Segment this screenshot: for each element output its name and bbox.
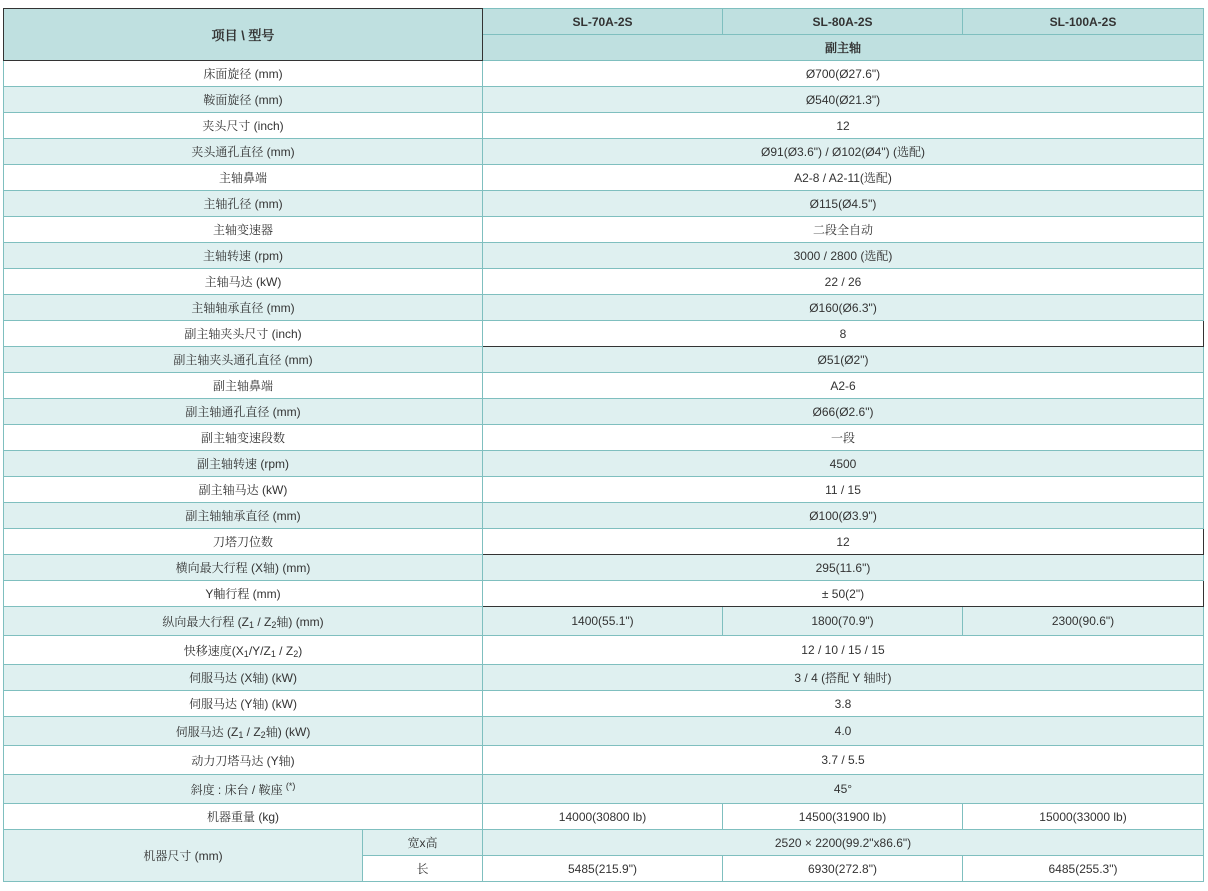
- table-row: [4, 399, 1204, 425]
- table-row: [4, 425, 1204, 451]
- table-row-slope: [4, 775, 1204, 804]
- row-label: 副主轴轴承直径 (mm): [4, 503, 483, 529]
- row-label: 伺服马达 ($Z_1 / Z_2$轴) (kW): [4, 717, 483, 746]
- table-row: [4, 347, 1204, 373]
- row-value: Ø540(Ø21.3"): [483, 87, 1204, 113]
- table-row: [4, 691, 1204, 717]
- row-value: Ø91(Ø3.6") / Ø102(Ø4") (选配): [483, 139, 1204, 165]
- row-value: 295(11.6"): [483, 555, 1204, 581]
- table-row: [4, 87, 1204, 113]
- table-row: [4, 61, 1204, 87]
- row-value: 6485(255.3"): [963, 856, 1204, 882]
- row-label: 伺服马达 (Y轴) (kW): [4, 691, 483, 717]
- table-row: [4, 503, 1204, 529]
- table-row: [4, 243, 1204, 269]
- row-label: Y軸行程 (mm): [4, 581, 483, 607]
- row-value: 1400(55.1"): [483, 607, 723, 636]
- row-label: 机器重量 (kg): [4, 804, 483, 830]
- row-value: 2520 × 2200(99.2"x86.6"): [483, 830, 1204, 856]
- table-row: [4, 165, 1204, 191]
- row-label: 横向最大行程 (X轴) (mm): [4, 555, 483, 581]
- row-value: 2300(90.6"): [963, 607, 1204, 636]
- row-label: 刀塔刀位数: [4, 529, 483, 555]
- row-value: Ø115(Ø4.5"): [483, 191, 1204, 217]
- row-value: 1800(70.9"): [723, 607, 963, 636]
- row-value: 12: [483, 529, 1204, 555]
- table-row: [4, 477, 1204, 503]
- row-value: 12: [483, 113, 1204, 139]
- row-label: 副主轴夹头尺寸 (inch): [4, 321, 483, 347]
- row-value: 3 / 4 (搭配 Y 轴时): [483, 665, 1204, 691]
- row-label: 副主轴转速 (rpm): [4, 451, 483, 477]
- row-value: 3.7 / 5.5: [483, 746, 1204, 775]
- row-value: Ø66(Ø2.6"): [483, 399, 1204, 425]
- row-label: 夹头尺寸 (inch): [4, 113, 483, 139]
- row-label: 鞍面旋径 (mm): [4, 87, 483, 113]
- row-value: 14000(30800 lb): [483, 804, 723, 830]
- table-row: [4, 373, 1204, 399]
- table-row: [4, 665, 1204, 691]
- row-sublabel: 长: [363, 856, 483, 882]
- row-value: 15000(33000 lb): [963, 804, 1204, 830]
- table-row: [4, 295, 1204, 321]
- row-value: ± 50(2"): [483, 581, 1204, 607]
- row-value: 一段: [483, 425, 1204, 451]
- row-label: 伺服马达 (X轴) (kW): [4, 665, 483, 691]
- row-value: 11 / 15: [483, 477, 1204, 503]
- row-value: 4.0: [483, 717, 1204, 746]
- table-row-dimensions: [4, 830, 1204, 856]
- model-header: SL-100A-2S: [963, 9, 1204, 35]
- model-header: SL-80A-2S: [723, 9, 963, 35]
- row-label: 床面旋径 (mm): [4, 61, 483, 87]
- table-row: [4, 113, 1204, 139]
- table-row-servo-z: [4, 717, 1204, 746]
- row-value: 二段全自动: [483, 217, 1204, 243]
- row-label: 副主轴马达 (kW): [4, 477, 483, 503]
- model-header: SL-70A-2S: [483, 9, 723, 35]
- corner-header: 项目 \ 型号: [4, 9, 483, 61]
- table-row: [4, 139, 1204, 165]
- row-label: 主轴孔径 (mm): [4, 191, 483, 217]
- row-label: 副主轴变速段数: [4, 425, 483, 451]
- row-label: 夹头通孔直径 (mm): [4, 139, 483, 165]
- row-value: Ø100(Ø3.9"): [483, 503, 1204, 529]
- row-value: A2-6: [483, 373, 1204, 399]
- row-label: 主轴转速 (rpm): [4, 243, 483, 269]
- table-row: [4, 321, 1204, 347]
- table-row: [4, 217, 1204, 243]
- row-label: 斜度 : 床台 / 鞍座 (*): [4, 775, 483, 804]
- row-label: 动力刀塔马达 (Y轴): [4, 746, 483, 775]
- table-row: [4, 529, 1204, 555]
- row-value: Ø700(Ø27.6"): [483, 61, 1204, 87]
- table-row: [4, 191, 1204, 217]
- row-label: 主轴马达 (kW): [4, 269, 483, 295]
- table-row: [4, 451, 1204, 477]
- table-row-weight: [4, 804, 1204, 830]
- table-row: [4, 746, 1204, 775]
- row-value: 12 / 10 / 15 / 15: [483, 636, 1204, 665]
- row-value: Ø51(Ø2"): [483, 347, 1204, 373]
- table-row: [4, 555, 1204, 581]
- row-value: 8: [483, 321, 1204, 347]
- table-row-z-travel: [4, 607, 1204, 636]
- row-value: 45°: [483, 775, 1204, 804]
- row-value: 5485(215.9"): [483, 856, 723, 882]
- row-label: 主轴轴承直径 (mm): [4, 295, 483, 321]
- header-row: [4, 9, 1204, 35]
- row-value: 3000 / 2800 (选配): [483, 243, 1204, 269]
- row-value: 22 / 26: [483, 269, 1204, 295]
- row-value: Ø160(Ø6.3"): [483, 295, 1204, 321]
- row-label: 副主轴夹头通孔直径 (mm): [4, 347, 483, 373]
- row-label: 主轴变速器: [4, 217, 483, 243]
- table-row: [4, 581, 1204, 607]
- row-value: 14500(31900 lb): [723, 804, 963, 830]
- row-sublabel: 宽x高: [363, 830, 483, 856]
- group-header: 副主轴: [483, 35, 1204, 61]
- row-label: 纵向最大行程 ($Z_1 / Z_2$轴) (mm): [4, 607, 483, 636]
- row-label: 副主轴鼻端: [4, 373, 483, 399]
- row-label: 机器尺寸 (mm): [4, 830, 363, 882]
- spec-table: [3, 8, 1204, 882]
- row-value: 4500: [483, 451, 1204, 477]
- row-label: 副主轴通孔直径 (mm): [4, 399, 483, 425]
- table-row: [4, 269, 1204, 295]
- row-label: 主轴鼻端: [4, 165, 483, 191]
- row-value: A2-8 / A2-11(选配): [483, 165, 1204, 191]
- table-row-rapid: [4, 636, 1204, 665]
- row-value: 3.8: [483, 691, 1204, 717]
- row-value: 6930(272.8"): [723, 856, 963, 882]
- row-label: 快移速度$(X_1/Y/Z_1 / Z_2)$: [4, 636, 483, 665]
